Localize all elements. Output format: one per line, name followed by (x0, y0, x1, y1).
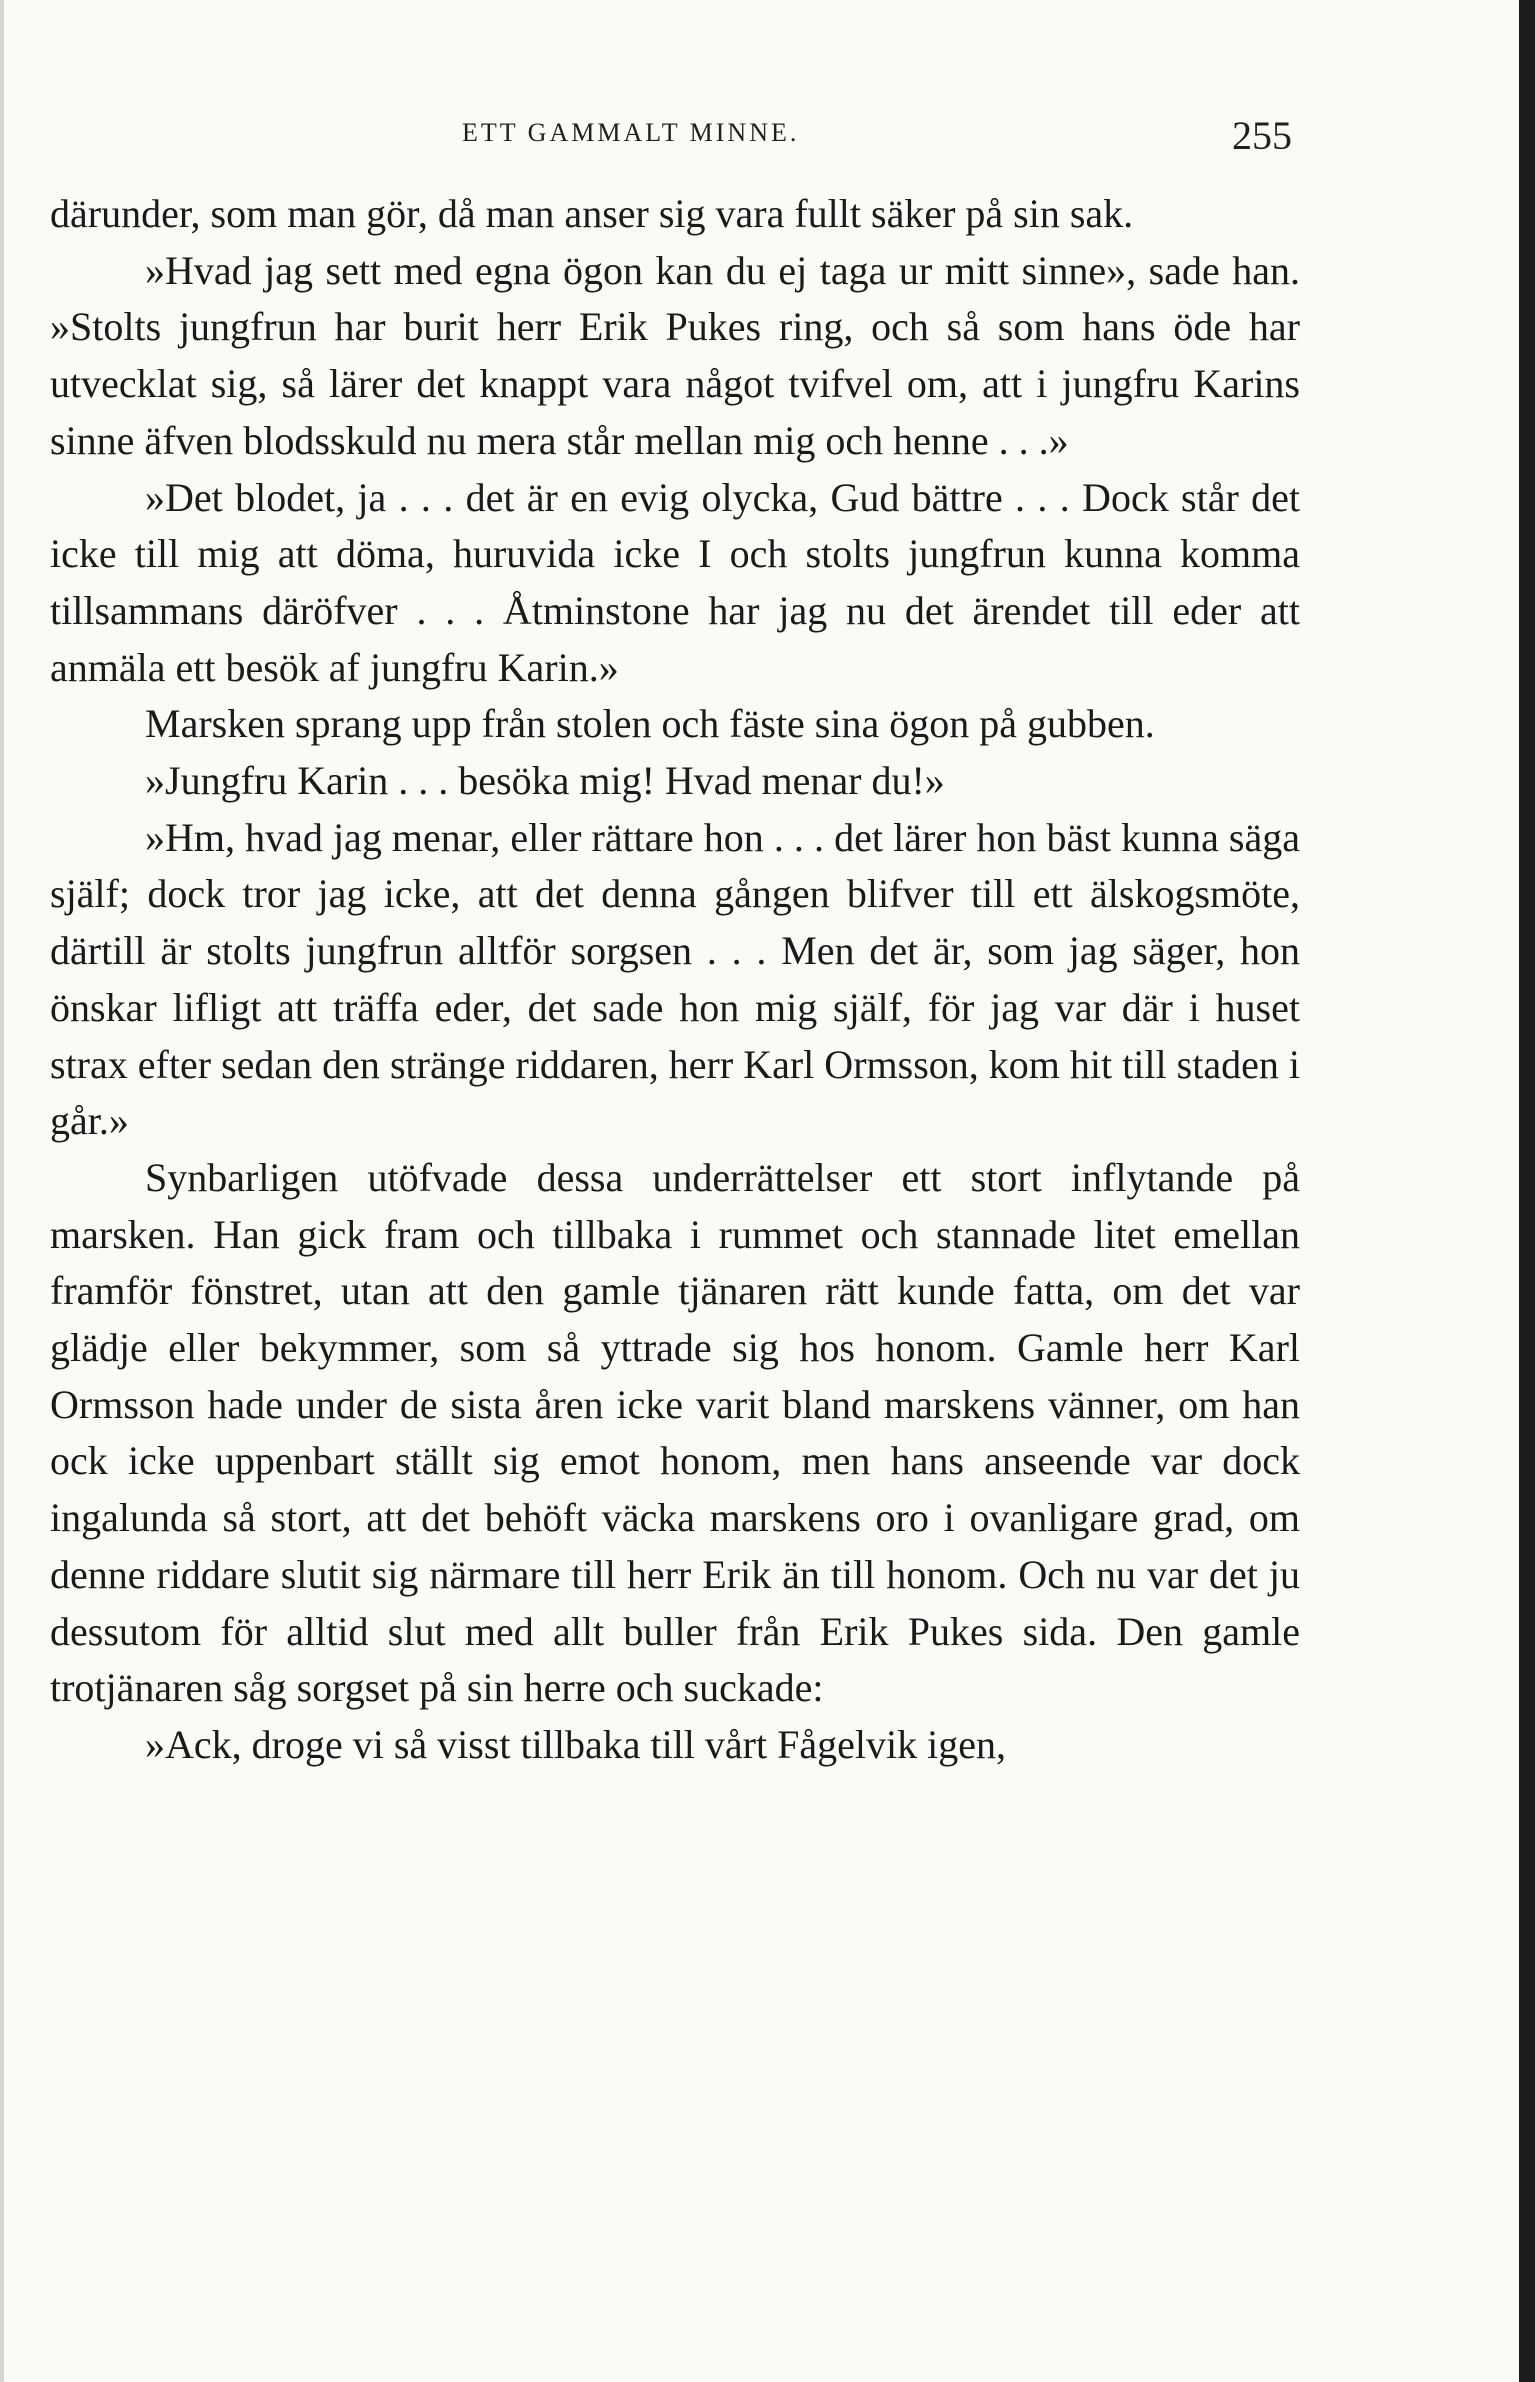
paragraph: Marsken sprang upp från stolen och fäste sina ögon på gubben. (145, 701, 1155, 747)
paragraph: »Det blodet, ja . . . det är en evig olycka, Gud bättre . . . Dock står det icke till mig att döma, huruvida icke I och stolts jungfrun kunna komma tillsammans däröfver . . . Åtminstone har jag nu det ärendet till eder att anmäla ett besök af jungfru Karin.» (50, 474, 1300, 690)
body-text (50, 186, 1300, 1774)
running-head (0, 112, 1330, 162)
paragraph: därunder, som man gör, då man anser sig vara fullt säker på sin sak. (50, 191, 1134, 236)
paragraph: Synbarligen utöfvade dessa underrättelser ett stort inflytande på marsken. Han gick fram och tillbaka i rummet och stannade litet emellan framför fönstret, utan att den gamle tjänaren rätt kunde fatta, om det var glädje eller bekymmer, som så yttrade sig hos honom. Gamle herr Karl Ormsson hade under de sista åren icke varit bland marskens vänner, om han ock icke uppenbart ställt sig emot honom, men hans anseende var dock ingalunda så stort, att det behöft väcka marskens oro i ovanligare grad, om denne riddare slutit sig närmare till herr Erik än till honom. Och nu var det ju dessutom för alltid slut med allt buller från Erik Pukes sida. Den gamle trotjänaren såg sorgset på sin herre och suckade: (50, 1154, 1300, 1711)
paragraph: »Jungfru Karin . . . besöka mig! Hvad menar du!» (145, 758, 945, 804)
page-right-edge-shadow (1519, 0, 1535, 2382)
page-left-edge (0, 0, 4, 2382)
paragraph: »Ack, droge vi så visst tillbaka till vårt Fågelvik igen, (145, 1721, 1006, 1767)
page-number: 255 (1232, 113, 1292, 158)
paragraph: »Hvad jag sett med egna ögon kan du ej taga ur mitt sinne», sade han. »Stolts jungfrun har burit herr Erik Pukes ring, och så som hans öde har utvecklat sig, så lärer det knappt vara något tvifvel om, att i jungfru Karins sinne äfven blodsskuld nu mera står mellan mig och henne . . .» (50, 247, 1300, 463)
running-title: ETT GAMMALT MINNE. (462, 118, 800, 147)
paragraph: »Hm, hvad jag menar, eller rättare hon . . . det lärer hon bäst kunna säga själf; dock tror jag icke, att det denna gången blifver till ett älskogsmöte, därtill är stolts jungfrun alltför sorgsen . . . Men det är, som jag säger, hon önskar lifligt att träffa eder, det sade hon mig själf, för jag var där i huset strax efter sedan den stränge riddaren, herr Karl Ormsson, kom hit till staden i går.» (50, 814, 1300, 1144)
